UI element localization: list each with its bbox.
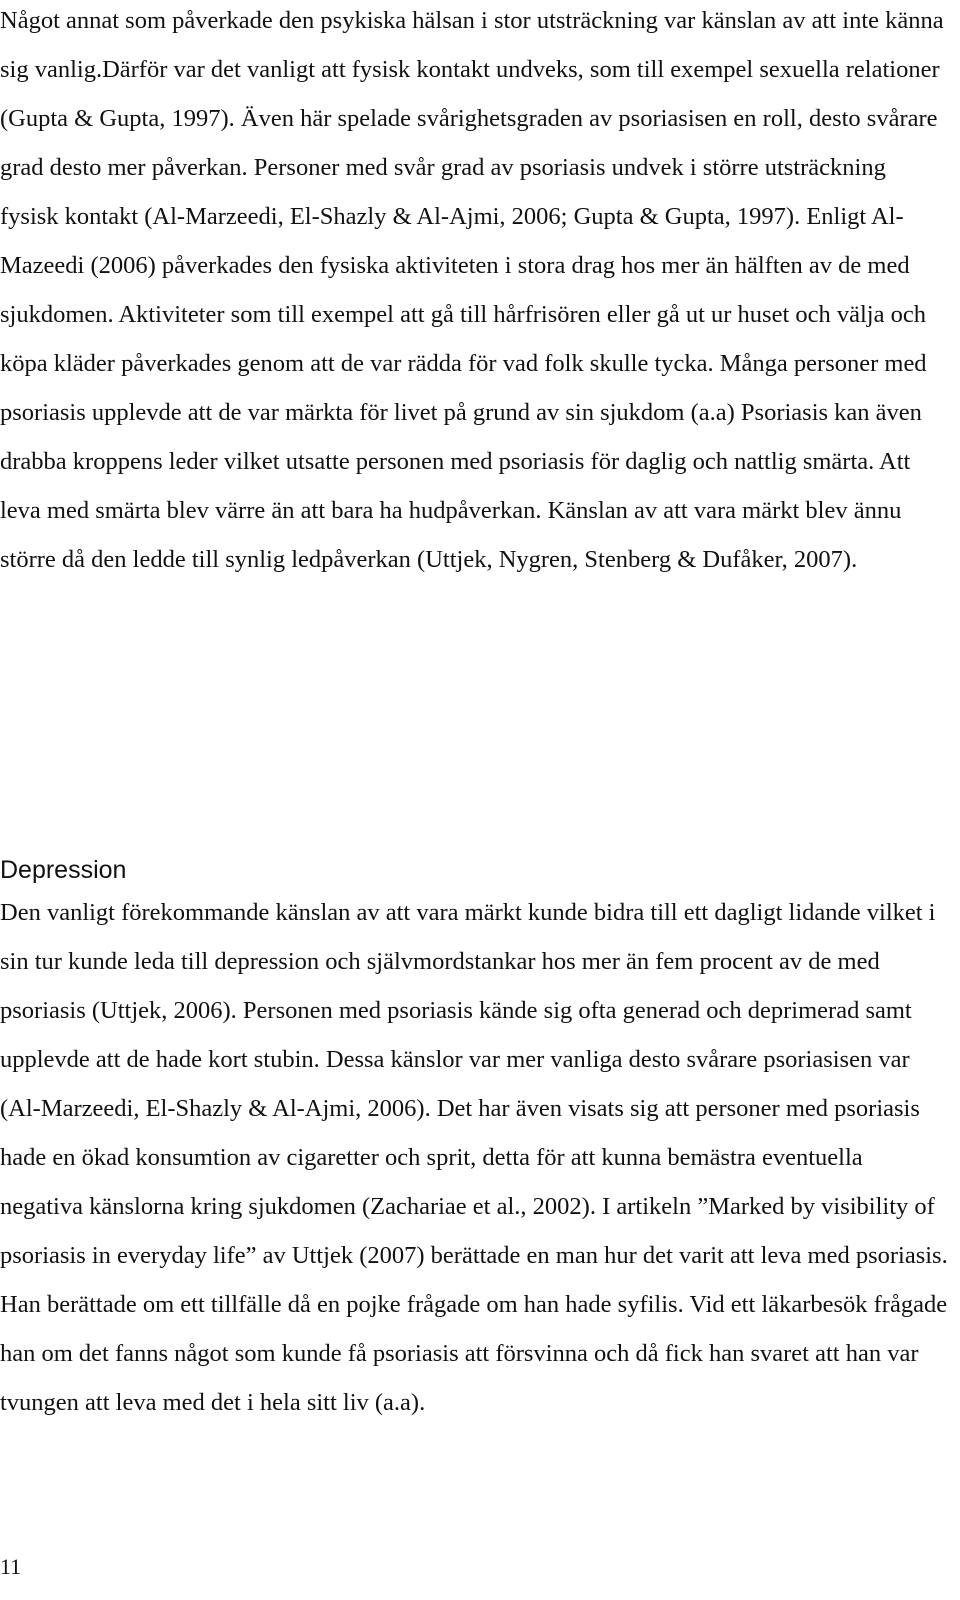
paragraph-depression: Den vanligt förekommande känslan av att vara märkt kunde bidra till ett dagligt lidande vilket i sin tur kunde leda till depression och självmordstankar hos mer än fem procent av de med psoriasis (Uttjek, 2006). Personen med psoriasis kände sig ofta generad och deprimerad samt upplevde att de hade kort stubin. Dessa känslor var mer vanliga desto svårare psoriasisen var (Al-Marzeedi, El-Shazly & Al-Ajmi, 2006). Det har även visats sig att personer med psoriasis hade en ökad konsumtion av cigaretter och sprit, detta för att kunna bemästra eventuella negativa känslorna kring sjukdomen (Zachariae et al., 2002). I artikeln ”Marked by visibility of psoriasis in everyday life” av Uttjek (2007) berättade en man hur det varit att leva med psoriasis. Han berättade om ett tillfälle då en pojke frågade om han hade syfilis. Vid ett läkarbesök frågade han om det fanns något som kunde få psoriasis att försvinna och då fick han svaret att han var tvungen att leva med det i hela sitt liv (a.a). (0, 899, 948, 1416)
paragraph-psychological-impact: Något annat som påverkade den psykiska hälsan i stor utsträckning var känslan av att inte känna sig vanlig.Därför var det vanligt att fysisk kontakt undveks, som till exempel sexuella relationer (Gupta & Gupta, 1997). Även här spelade svårighetsgraden av psoriasisen en roll, desto svårare grad desto mer påverkan. Personer med svår grad av psoriasis undvek i större utsträckning fysisk kontakt (Al-Marzeedi, El-Shazly & Al-Ajmi, 2006; Gupta & Gupta, 1997). Enligt Al-Mazeedi (2006) påverkades den fysiska aktiviteten i stora drag hos mer än hälften av de med sjukdomen. Aktiviteter som till exempel att gå till hårfrisören eller gå ut ur huset och välja och köpa kläder påverkades genom att de var rädda för vad folk skulle tycka. Många personer med psoriasis upplevde att de var märkta för livet på grund av sin sjukdom (a.a) Psoriasis kan även drabba kroppens leder vilket utsatte personen med psoriasis för daglig och nattlig smärta. Att leva med smärta blev värre än att bara ha hudpåverkan. Känslan av att vara märkt blev ännu större då den ledde till synlig ledpåverkan (Uttjek, Nygren, Stenberg & Dufåker, 2007). (0, 7, 944, 573)
page-number: 11 (0, 1554, 22, 1579)
section-heading-depression: Depression (0, 856, 127, 884)
